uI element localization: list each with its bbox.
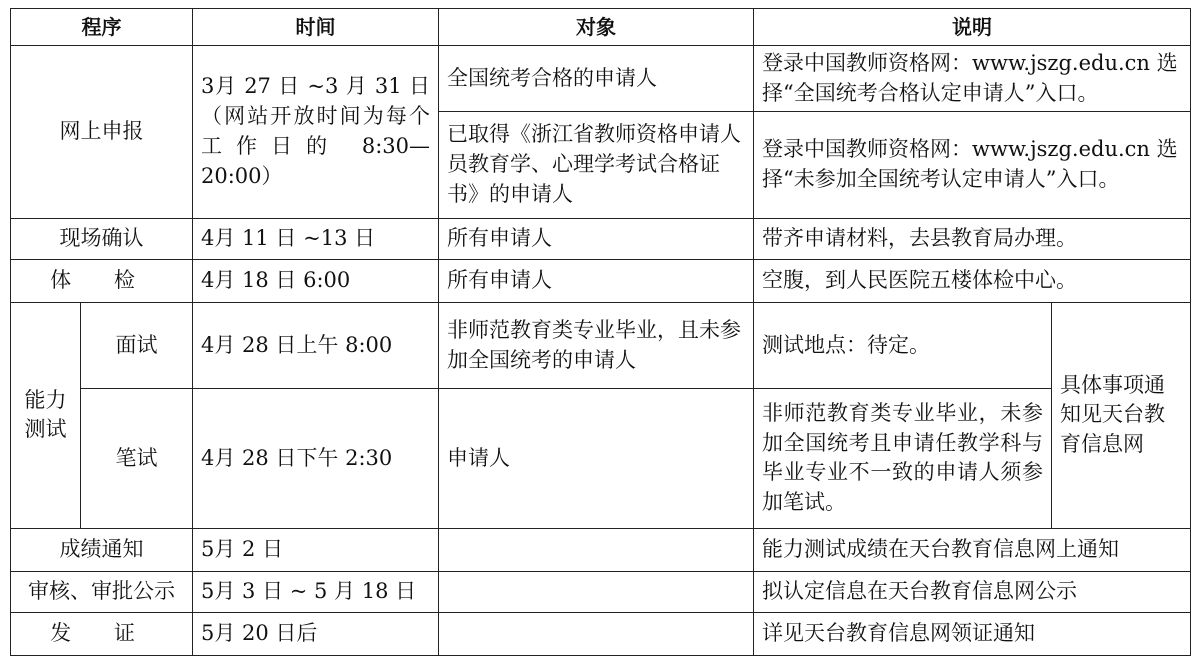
table-row xyxy=(11,571,1191,612)
procedure-results: 成绩通知 xyxy=(11,528,193,571)
target-online-b: 已取得《浙江省教师资格申请人员教育学、心理学考试合格证书》的申请人 xyxy=(439,112,754,219)
table-row xyxy=(11,45,1191,111)
procedure-ability: 能力测试 xyxy=(11,303,81,529)
target-online-a: 全国统考合格的申请人 xyxy=(439,45,754,111)
table-row xyxy=(11,218,1191,259)
time-certificate: 5月 20 日后 xyxy=(193,612,439,655)
notes-certificate: 详见天台教育信息网领证通知 xyxy=(754,612,1191,655)
ability-side-note: 具体事项通知见天台教育信息网 xyxy=(1052,303,1191,529)
target-review xyxy=(439,571,754,612)
target-physical: 所有申请人 xyxy=(439,259,754,302)
time-physical: 4月 18 日 6:00 xyxy=(193,259,439,302)
table-row xyxy=(11,259,1191,302)
header-notes: 说明 xyxy=(754,9,1191,46)
table-row xyxy=(11,528,1191,571)
notes-physical: 空腹，到人民医院五楼体检中心。 xyxy=(754,259,1191,302)
target-results xyxy=(439,528,754,571)
table-row xyxy=(11,389,1191,529)
subprocedure-written: 笔试 xyxy=(81,389,193,529)
procedure-onsite: 现场确认 xyxy=(11,218,193,259)
time-onsite: 4月 11 日 ~13 日 xyxy=(193,218,439,259)
header-row xyxy=(11,9,1191,46)
procedure-review: 审核、审批公示 xyxy=(11,571,193,612)
target-onsite: 所有申请人 xyxy=(439,218,754,259)
notes-written: 非师范教育类专业毕业，未参加全国统考且申请任教学科与毕业专业不一致的申请人须参加笔试。 xyxy=(754,389,1052,529)
table-row xyxy=(11,612,1191,655)
procedure-online: 网上申报 xyxy=(11,45,193,218)
time-written: 4月 28 日下午 2:30 xyxy=(193,389,439,529)
target-interview: 非师范教育类专业毕业，且未参加全国统考的申请人 xyxy=(439,303,754,389)
notes-interview: 测试地点：待定。 xyxy=(754,303,1052,389)
notes-online-b: 登录中国教师资格网：www.jszg.edu.cn 选择“未参加全国统考认定申请人”入口。 xyxy=(754,112,1191,219)
table-row xyxy=(11,303,1191,389)
notes-review: 拟认定信息在天台教育信息网公示 xyxy=(754,571,1191,612)
subprocedure-interview: 面试 xyxy=(81,303,193,389)
header-target: 对象 xyxy=(439,9,754,46)
time-results: 5月 2 日 xyxy=(193,528,439,571)
procedure-physical: 体 检 xyxy=(11,259,193,302)
schedule-table xyxy=(10,8,1191,656)
header-procedure: 程序 xyxy=(11,9,193,46)
notes-onsite: 带齐申请材料，去县教育局办理。 xyxy=(754,218,1191,259)
time-interview: 4月 28 日上午 8:00 xyxy=(193,303,439,389)
time-review: 5月 3 日 ~ 5 月 18 日 xyxy=(193,571,439,612)
notes-results: 能力测试成绩在天台教育信息网上通知 xyxy=(754,528,1191,571)
target-certificate xyxy=(439,612,754,655)
procedure-certificate: 发 证 xyxy=(11,612,193,655)
time-online: 3月 27 日 ~3 月 31 日（网站开放时间为每个工作日的 8:30—20:00） xyxy=(193,45,439,218)
notes-online-a: 登录中国教师资格网：www.jszg.edu.cn 选择“全国统考合格认定申请人”入口。 xyxy=(754,45,1191,111)
target-written: 申请人 xyxy=(439,389,754,529)
header-time: 时间 xyxy=(193,9,439,46)
